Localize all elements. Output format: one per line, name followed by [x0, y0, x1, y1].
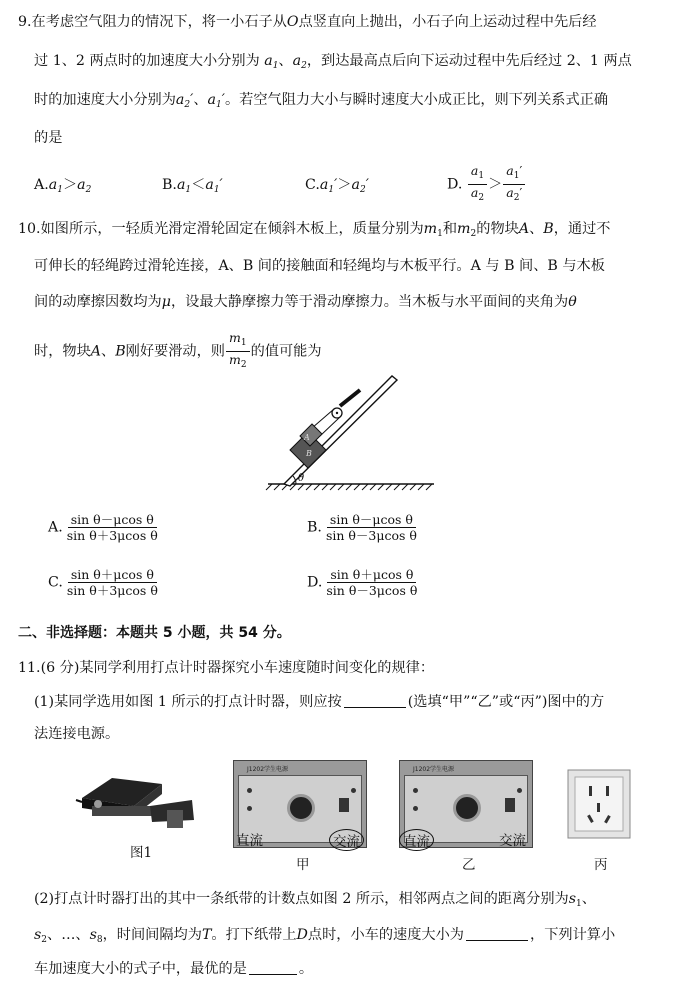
q9-text: ，到达最高点后向下运动过程中先后经过 2、1 两点	[306, 53, 632, 69]
q10-text: 10.如图所示，一轻质光滑定滑轮固定在倾斜木板上，质量分别为	[18, 221, 424, 237]
label-a: A	[304, 433, 310, 442]
ac-label-jia-circled: 交流	[329, 829, 364, 851]
numerator: sin θ＋μcos θ	[327, 567, 416, 583]
label-yi: 乙	[462, 857, 476, 873]
power-switch	[505, 798, 515, 812]
incline-pulley-diagram	[262, 370, 442, 495]
timer-photo	[72, 770, 202, 832]
var-a1: $a_1$	[264, 53, 279, 71]
fraction-m1-m2: $\frac{m_1}{m_2}$	[226, 330, 250, 373]
q9-line-1	[18, 12, 597, 32]
q11-text: ，下列计算小	[530, 927, 616, 943]
answer-blank-3[interactable]	[249, 960, 297, 975]
option-label: D.	[307, 574, 323, 591]
q11-text: 车加速度大小的式子中，最优的是	[34, 961, 247, 977]
dc-label-yi-circled: 直流	[399, 829, 434, 851]
fraction	[64, 567, 161, 598]
power-switch	[339, 798, 349, 812]
denominator: sin θ－3μcos θ	[326, 583, 418, 598]
q9-text: 过 1、2 两点时的加速度大小分别为	[34, 53, 260, 69]
jack	[247, 788, 252, 793]
q10-option-a[interactable]	[48, 512, 162, 543]
section-heading: 二、非选择题：本题共 5 小题，共 54 分。	[18, 625, 291, 641]
fraction: $\frac{a_1'}{a_2'}$	[503, 163, 525, 206]
voltage-knob	[287, 794, 315, 822]
var-a2-prime: $a_2'$	[175, 92, 194, 110]
answer-blank-2[interactable]	[466, 926, 528, 941]
q11-text: 11.(6 分)某同学利用打点计时器探究小车速度随时间变化的规律：	[18, 660, 435, 676]
q9-option-a[interactable]: $A.a_1>a_2$	[34, 177, 92, 195]
voltage-knob	[453, 794, 481, 822]
fraction	[323, 567, 420, 598]
fraction	[64, 512, 161, 543]
q10-text: 间的动摩擦因数均为	[34, 294, 162, 310]
fraction: $\frac{a_1}{a_2}$	[468, 163, 487, 206]
denominator: sin θ＋3μcos θ	[66, 528, 158, 543]
jack	[247, 806, 252, 811]
q10-text: 时，物块	[34, 343, 91, 360]
dc-label-jia: 直流	[236, 833, 263, 849]
answer-blank-1[interactable]	[344, 693, 406, 708]
jack	[351, 788, 356, 793]
ac-label-yi: 交流	[499, 833, 526, 849]
var-a1-prime: $a_1'$	[207, 92, 225, 110]
q11-text: 。打下纸带上	[211, 927, 297, 943]
q10-text: ，设最大静摩擦力等于滑动摩擦力。当木板与水平面间的夹角为	[170, 294, 569, 310]
numerator: sin θ－μcos θ	[327, 512, 416, 528]
var-a2: $a_2$	[292, 53, 307, 71]
q10-text: ，通过不	[553, 221, 611, 237]
label-jia: 甲	[296, 857, 310, 873]
q9-text: 。若空气阻力大小与瞬时速度大小成正比，则下列关系式正确	[224, 92, 609, 108]
q11-text: 法连接电源。	[34, 726, 120, 742]
q11-line-p2: (2)打点计时器打出的其中一条纸带的计数点如图 2 所示，相邻两点之间的距离分别为$s_1$、	[34, 891, 596, 909]
option-label: B.	[307, 519, 322, 536]
numerator: sin θ－μcos θ	[68, 512, 157, 528]
point-o: O	[286, 14, 299, 30]
q11-line-p3	[34, 959, 313, 979]
panel-title: J1202学生电源	[247, 766, 289, 773]
q11-text: 点时，小车的速度大小为	[307, 927, 464, 943]
q9-option-d[interactable]: D. $\frac{a_1}{a_2}$ ＞ $\frac{a_1'}{a_2'}$	[447, 163, 526, 206]
q9-text: 点竖直向上抛出，小石子向上运动过程中先后经	[298, 14, 597, 30]
option-label: A.	[34, 177, 49, 193]
q11-text: ，时间间隔均为	[102, 927, 202, 943]
option-label: B.	[162, 177, 177, 193]
q9-text: 时的加速度大小分别为	[34, 92, 176, 108]
q9-option-c[interactable]: $C.a_1'>a_2'$	[305, 177, 369, 195]
q10-text: 的物块	[476, 221, 519, 237]
q10-option-d[interactable]	[307, 567, 421, 598]
figure-1-caption: 图1	[130, 845, 153, 861]
fraction	[323, 512, 420, 543]
label-bing: 丙	[594, 857, 608, 873]
denominator: sin θ＋3μcos θ	[66, 583, 158, 598]
q10-option-c[interactable]	[48, 567, 162, 598]
q10-line-4: 时，物块A、B刚好要滑动，则 $\frac{m_1}{m_2}$ 的值可能为	[34, 330, 322, 373]
q10-option-b[interactable]	[307, 512, 421, 543]
q9-text: 9.在考虑空气阻力的情况下，将一小石子从	[18, 14, 287, 30]
panel-title: J1202学生电源	[413, 766, 455, 773]
option-label: C.	[48, 574, 63, 591]
numerator: sin θ＋μcos θ	[68, 567, 157, 583]
q11-line-p2b: $s_2$、…、$s_8$，时间间隔均为T。打下纸带上D点时，小车的速度大小为 ，下列计算小	[34, 927, 616, 945]
q10-line-3: 间的动摩擦因数均为μ，设最大静摩擦力等于滑动摩擦力。当木板与水平面间的夹角为θ	[34, 294, 577, 310]
q11-text: (1)某同学选用如图 1 所示的打点计时器，则应按	[34, 694, 342, 710]
q9-option-b[interactable]: $B.a_1<a_1'$	[162, 177, 223, 195]
option-label: C.	[305, 177, 320, 193]
jack	[517, 788, 522, 793]
wall-outlet-photo	[567, 769, 631, 839]
q10-text: 和	[442, 221, 458, 237]
jack	[413, 788, 418, 793]
q11-text: 。	[298, 961, 314, 977]
q11-line-p1	[34, 692, 604, 712]
jack	[413, 806, 418, 811]
q11-text: (2)打点计时器打出的其中一条纸带的计数点如图 2 所示，相邻两点之间的距离分别为	[34, 891, 569, 907]
q9-line-3: 时的加速度大小分别为$a_2'$、$a_1'$。若空气阻力大小与瞬时速度大小成正比，则下列关系式正确	[34, 92, 609, 110]
angle-theta: θ	[298, 473, 305, 484]
q10-text: 的值可能为	[250, 343, 322, 360]
q10-text: 可伸长的轻绳跨过滑轮连接，A、B 间的接触面和轻绳均与木板平行。A 与 B 间、B 与木板	[34, 258, 605, 274]
q10-line-1: 10.如图所示，一轻质光滑定滑轮固定在倾斜木板上，质量分别为$m_1$和$m_2$的物块A、B，通过不	[18, 221, 611, 239]
q10-text: 刚好要滑动，则	[125, 343, 225, 360]
q9-text: 的是	[34, 130, 63, 146]
q9-line-2: 过 1、2 两点时的加速度大小分别为 $a_1$、$a_2$，到达最高点后向下运动过程中先后经过 2、1 两点	[34, 53, 632, 71]
q11-text: (选填“甲”“乙”或“丙”)图中的方	[407, 694, 605, 710]
denominator: sin θ－3μcos θ	[325, 528, 417, 543]
option-label: A.	[48, 519, 63, 536]
label-b: B	[306, 449, 312, 458]
option-label: D.	[447, 176, 463, 193]
